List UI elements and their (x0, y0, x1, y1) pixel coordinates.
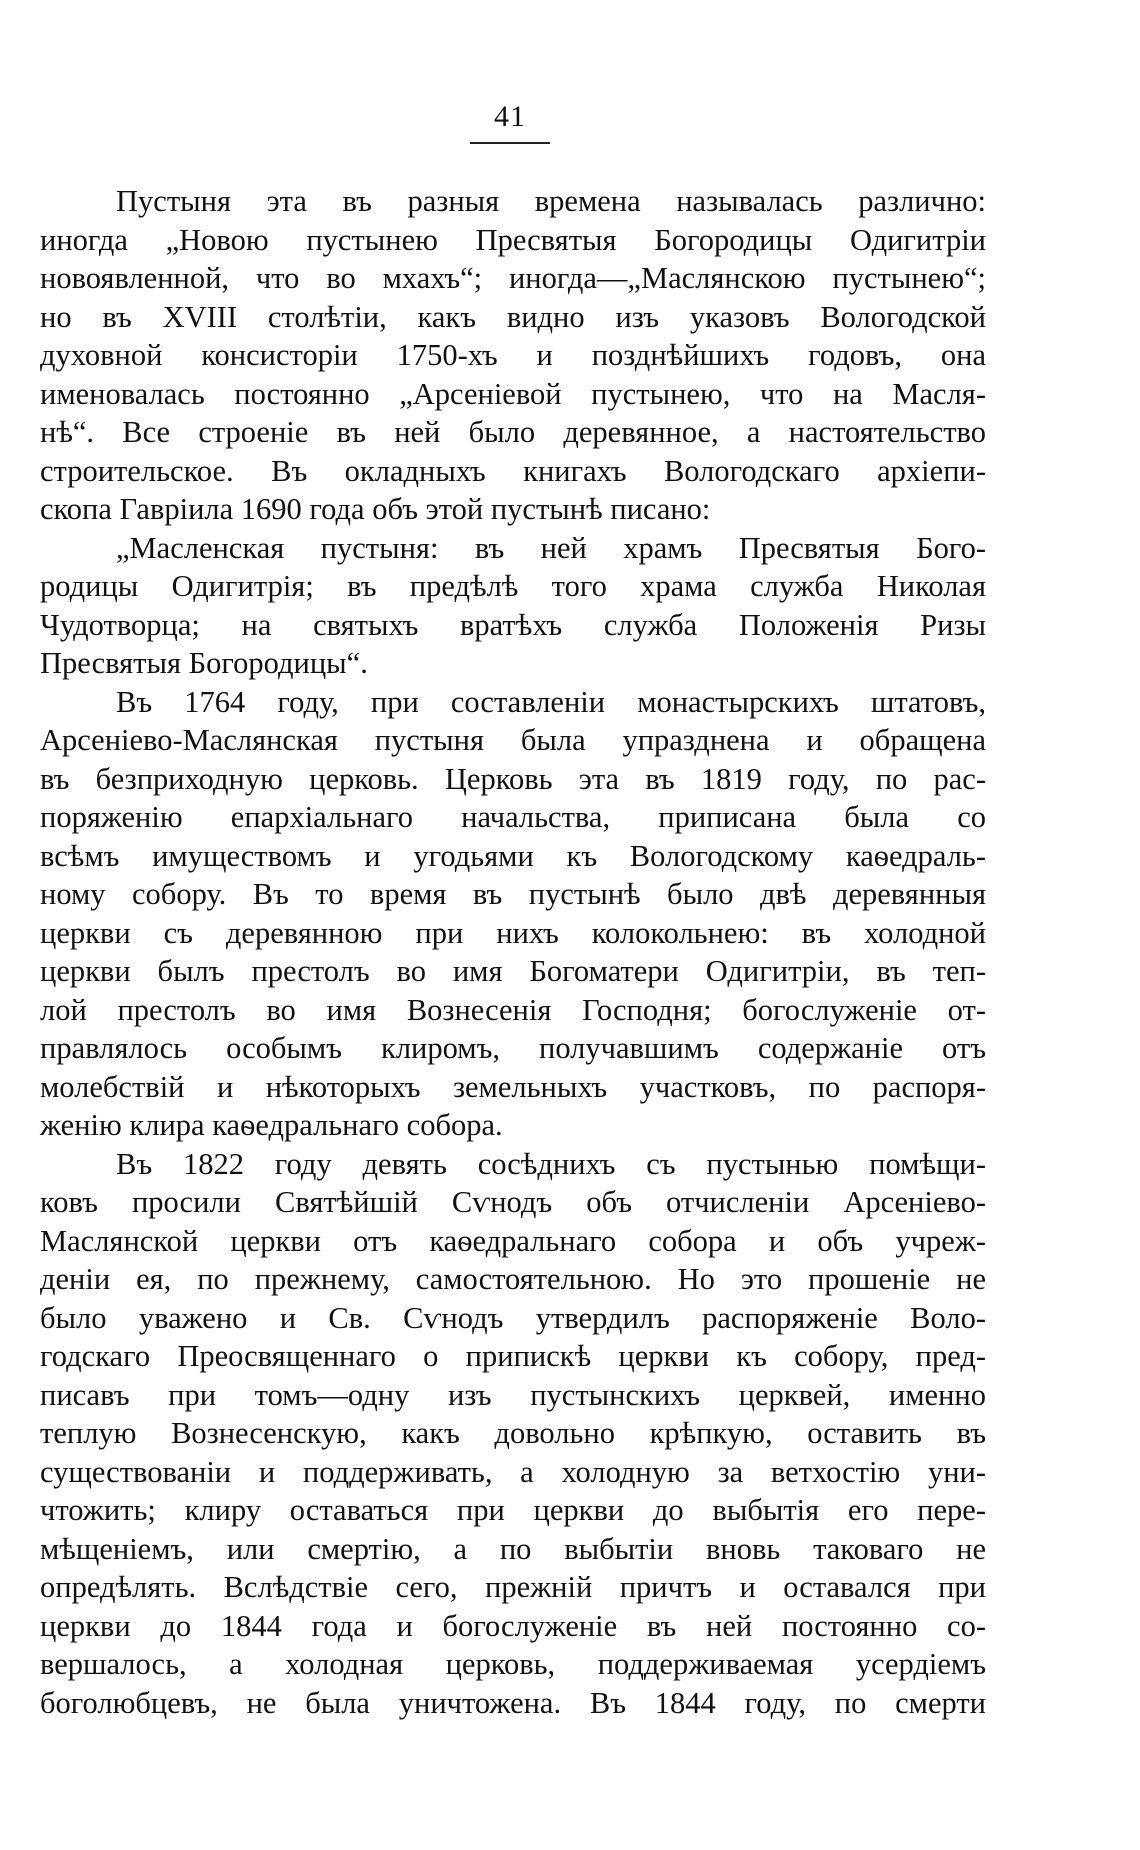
text-line: Пустыня эта въ разныя времена называлась различно: (116, 184, 986, 218)
text-line: вершалось, а холодная церковь, поддерживаемая усердіемъ (40, 1647, 986, 1681)
text-line: церкви до 1844 года и богослуженіе въ ней постоянно со- (40, 1608, 986, 1643)
text-line: „Масленская пустыня: въ ней храмъ Пресвятыя Бого- (116, 530, 986, 565)
text-line: духовной консисторіи 1750-хъ и позднѣйшихъ годовъ, она (40, 338, 986, 372)
text-line: скопа Гавріила 1690 года объ этой пустынѣ писано: (40, 492, 711, 526)
text-line: Маслянской церкви отъ каѳедральнаго собора и объ учреж- (40, 1223, 986, 1258)
text-line: родицы Одигитрія; въ предѣлѣ того храма служба Николая (40, 569, 986, 603)
text-line: мѣщеніемъ, или смертію, а по выбытіи вновь таковаго не (40, 1531, 986, 1566)
text-line: женію клира каѳедральнаго собора. (40, 1108, 503, 1142)
text-line: нѣ“. Все строеніе въ ней было деревянное, а настоятельство (40, 415, 986, 449)
text-line: чтожить; клиру оставаться при церкви до выбытія его пере- (40, 1493, 986, 1527)
text-line: именовалась постоянно „Арсеніевой пустынею, что на Масля- (40, 376, 986, 411)
body-text (40, 182, 986, 1722)
page-number: 41 (494, 100, 526, 133)
text-line: ному собору. Въ то время въ пустынѣ было двѣ деревянныя (40, 877, 986, 911)
text-line: лой престолъ во имя Вознесенія Господня; богослуженіе от- (40, 992, 986, 1027)
text-line: боголюбцевъ, не была уничтожена. Въ 1844 году, по смерти (40, 1685, 986, 1720)
paragraph (40, 529, 986, 683)
paragraph (40, 1145, 986, 1723)
text-line: въ безприходную церковь. Церковь эта въ 1819 году, по рас- (40, 761, 986, 796)
text-line: опредѣлять. Вслѣдствіе сего, прежній причтъ и оставался при (40, 1570, 986, 1604)
text-line: Въ 1764 году, при составленіи монастырскихъ штатовъ, (116, 684, 986, 719)
text-line: правлялось особымъ клиромъ, получавшимъ содержаніе отъ (40, 1031, 986, 1065)
text-line: поряженію епархіальнаго начальства, приписана была со (40, 800, 986, 834)
text-line: церкви съ деревянною при нихъ колокольнею: въ холодной (40, 915, 986, 950)
page-number-rule (470, 142, 550, 144)
text-line: новоявленной, что во мхахъ“; иногда—„Маслянскою пустынею“; (40, 261, 986, 295)
paragraph (40, 683, 986, 1145)
text-line: было уважено и Св. Сѵнодъ утвердилъ распоряженіе Воло- (40, 1300, 986, 1335)
text-line: теплую Вознесенскую, какъ довольно крѣпкую, оставить въ (40, 1416, 986, 1450)
text-line: Чудотворца; на святыхъ вратѣхъ служба Положенія Ризы (40, 607, 986, 642)
text-line: ковъ просили Святѣйшій Сѵнодъ объ отчисленіи Арсеніево- (40, 1185, 986, 1219)
text-line: Арсеніево-Маслянская пустыня была упразднена и обращена (40, 723, 986, 757)
paragraph (40, 182, 986, 529)
text-line: Пресвятыя Богородицы“. (40, 646, 368, 680)
text-line: иногда „Новою пустынею Пресвятыя Богородицы Одигитріи (40, 222, 986, 257)
text-line: но въ XVIII столѣтіи, какъ видно изъ указовъ Вологодской (40, 299, 986, 334)
text-line: деніи ея, по прежнему, самостоятельною. Но это прошеніе не (40, 1262, 986, 1296)
text-line: церкви былъ престолъ во имя Богоматери Одигитріи, въ теп- (40, 954, 986, 988)
text-line: молебствій и нѣкоторыхъ земельныхъ участковъ, по распоря- (40, 1069, 986, 1104)
text-line: годскаго Преосвященнаго о припискѣ церкви къ собору, пред- (40, 1339, 986, 1373)
text-line: Въ 1822 году девять сосѣднихъ съ пустынью помѣщи- (116, 1146, 986, 1181)
text-line: всѣмъ имуществомъ и угодьями къ Вологодскому каѳедраль- (40, 838, 986, 873)
text-line: существованіи и поддерживать, а холодную за ветхостію уни- (40, 1454, 986, 1489)
text-line: строительское. Въ окладныхъ книгахъ Вологодскаго архіепи- (40, 453, 986, 488)
text-line: писавъ при томъ—одну изъ пустынскихъ церквей, именно (40, 1377, 986, 1412)
